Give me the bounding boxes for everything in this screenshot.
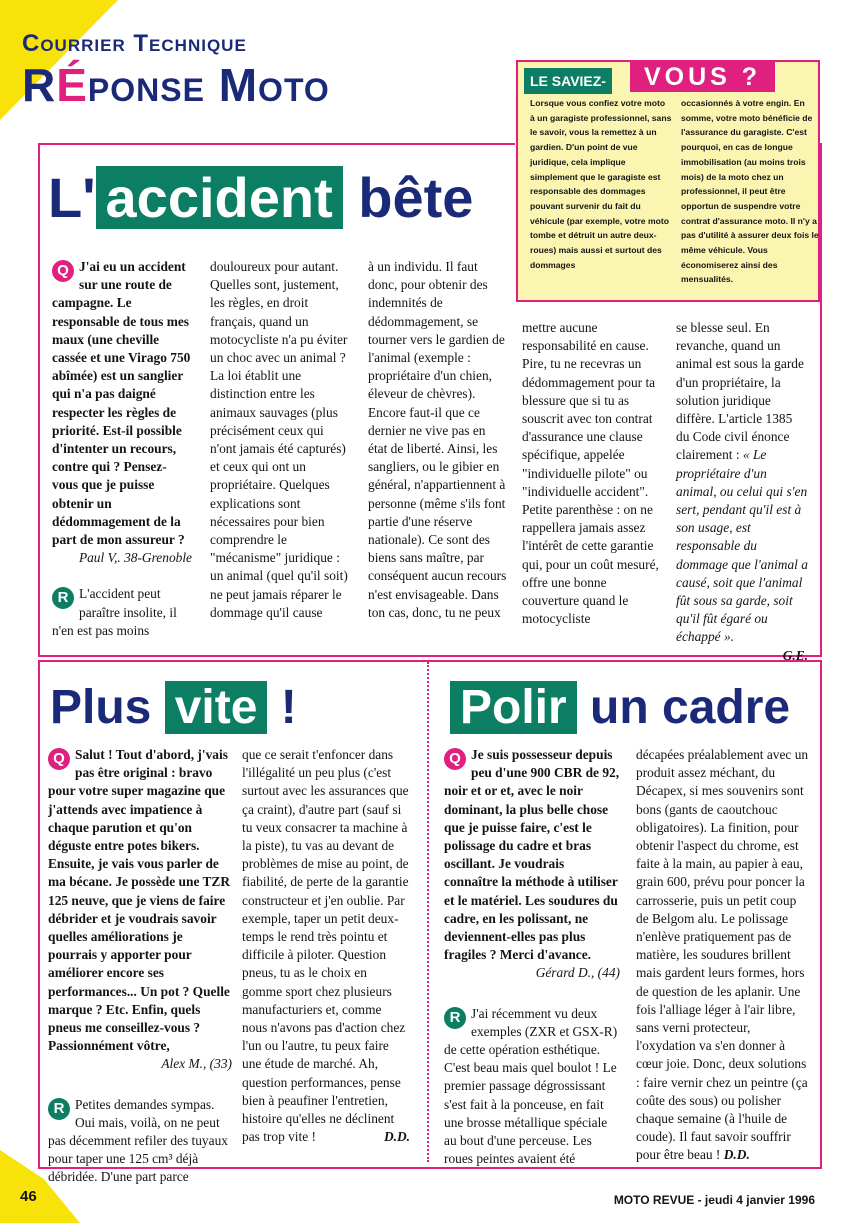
article-accident-col-5: [676, 319, 808, 665]
question-signature: Alex M., (33): [161, 1056, 232, 1072]
question-text: Salut ! Tout d'abord, j'vais pas être original : bravo pour votre super magazine que j'attends avec impatience à chaque parution et qu'on déguste entre potes bikers. Ensuite, je vais vous parler de ma bécane. Je possède une TZR 125 neuve, que je viens de faire débrider et je voudrais savoir quelles améliorations je pourrais y apporter pour améliorer encore ses performances... Un pot ? Quelle marque ? Etc. Enfin, quels pneus me conseillez-vous ? Passionnément vôtre,: [48, 747, 231, 1054]
title-suffix: bête: [342, 166, 474, 229]
article-vite-col-2: [242, 746, 410, 1146]
did-you-know-label-2: VOUS ?: [630, 62, 775, 92]
did-you-know-label-1: LE SAVIEZ-: [524, 68, 612, 94]
article-accident-col-4: mettre aucune responsabilité en cause. Pire, tu ne recevras un dédommagement pour ta blessure que si tu as souscrit avec ton contrat d'assurance une clause spécifique, appelée "individuelle pilote" ou "individuelle accident". Petite parenthèse : on ne rappellera jamais assez l'intérêt de cette garantie qui, pour un coût mesuré, offre une bonne couverture quand le motocycliste: [522, 320, 659, 627]
article-polir-col-1: [444, 746, 620, 1168]
question-badge: Q: [444, 748, 466, 770]
article-accident-signature: G.E.: [782, 647, 808, 663]
section-title-first: R: [22, 59, 57, 111]
did-you-know-col-2: occasionnés à votre engin. En somme, votre moto bénéficie de l'assurance du garagiste. C'est pourquoi, en cas de longue immobilisation (au moins trois mois) de la moto chez un professionnel, il peut être opportun de suspendre votre contrat d'assurance moto. Il n'y a pas d'utilité à assurer deux fois le même véhicule. Vous économiserez ainsi des mensualités.: [681, 98, 819, 285]
title-suffix: !: [267, 681, 297, 734]
column-divider: [427, 662, 429, 1162]
col-5-quote: « Le propriétaire d'un animal, ou celui qui s'en sert, pendant qu'il est à son usage, est responsable du dommage que l'animal a causé, soit que l'animal fût sous sa garde, soit qu'il fût égaré ou échappé ».: [676, 447, 808, 645]
question-badge: Q: [48, 748, 70, 770]
title-highlight: vite: [165, 681, 268, 734]
question-badge: Q: [52, 260, 74, 282]
article-accident-col-3: à un individu. Il faut donc, pour obtenir des indemnités de dédommagement, se tourner vers le gardien de l'animal (exemple : propriétaire d'un chien, éleveur de chèvres). Encore faut-il que ce dernier ne vive pas en état de liberté. Ainsi, les sangliers, ou le gibier en général, n'appartiennent à personne (même s'ils font partie d'une réserve nationale). Ce sont des biens sans maître, par conséquent aucun recours n'est envisageable. Dans ton cas, donc, tu ne peux: [368, 259, 507, 620]
answer-start: J'ai récemment vu deux exemples (ZXR et GSX-R) de cette opération esthétique. C'est beau mais quel boulot ! Le premier passage dégrossissant s'est fait à la ponceuse, en fait une brosse métallique spéciale au bout d'une perceuse. Les roues peintes avaient été: [444, 1005, 618, 1167]
question-text: Je suis possesseur depuis peu d'une 900 CBR de 92, noir et or et, avec le noir dominant, la plus belle chose que je puisse faire, c'est le polissage du cadre et bras oscillant. Je voudrais connaître la méthode à utiliser et le matériel. Les soudures du cadre, en les polissant, ne deviennent-elles pas plus fragiles ? Merci d'avance.: [444, 747, 620, 963]
title-highlight: Polir: [450, 681, 577, 734]
section-title-rest: ponse Moto: [87, 59, 330, 111]
title-highlight: accident: [96, 166, 343, 229]
article-accident-frame-top: [38, 143, 515, 145]
answer-badge: R: [48, 1098, 70, 1120]
article-vite-col-1: [48, 746, 232, 1187]
answer-start: L'accident peut paraître insolite, il n'en est pas moins: [52, 586, 177, 638]
article-accident-title: [48, 160, 473, 236]
answer-start: Petites demandes sympas. Oui mais, voilà, on ne peut pas décemment refiler des tuyaux pour taper une 125 cm³ déjà débridée. D'une part parce: [48, 1096, 228, 1185]
answer-badge: R: [444, 1007, 466, 1029]
answer-badge: R: [52, 587, 74, 609]
article-accident-col-2: douloureux pour autant. Quelles sont, justement, les règles, en droit français, quand un motocycliste n'a pu éviter un choc avec un animal ? La loi établit une distinction entre les animaux sauvages (plus précisément ceux qui n'ont jamais été capturés) et ceux qui ont un propriétaire. Quelques explications sont nécessaires pour bien comprendre le "mécanisme" juridique : un animal (quel qu'il soit) ne peut jamais réparer le dommage qu'il cause: [210, 259, 348, 620]
article-polir-title: [450, 676, 790, 740]
article-polir-signature: D.D.: [723, 1147, 750, 1163]
title-suffix: un cadre: [576, 681, 791, 734]
article-vite-title: [50, 676, 297, 740]
question-signature: Gérard D., (44): [535, 965, 620, 981]
col-2-text: décapées préalablement avec un produit assez méchant, du Décapex, si mes souvenirs sont bons (gants de caoutchouc obligatoires). La finition, pour obtenir l'aspect du chrome, est faite à la main, au papier à eau, grain 600, prévu pour poncer la carrosserie, puis un petit coup de Belgom alu. Le polissage n'enlève pratiquement pas de matière, les soudures brillent mais gardent leurs formes, hors de question de les aplanir. Une fois l'alliage léger à l'air libre, sans verni protecteur, l'oxydation va s'en donner à cœur joie. Donc, deux solutions : faire vernir chez un peintre (ça coûte des sous) ou polisher chaque semaine (à l'huile de coude). Il faut savoir souffrir pour être beau !: [636, 747, 809, 1163]
publication-footer: MOTO REVUE - jeudi 4 janvier 1996: [613, 1193, 815, 1207]
section-title-accent: É: [56, 59, 88, 111]
col-2-text: que ce serait t'enfoncer dans l'illégalité un peu plus (c'est surtout avec les assurances que ça craint), d'autre part (sauf si tu veux consacrer ta machine à la piste), tu vas au devant de problèmes de mise au point, de fiabilité, de perte de la garantie constructeur et j'en oublie. Par exemple, taper un petit deux-temps le rend très pointu et difficile à piloter. Question pneus, tu as le choix en gomme sport chez plusieurs manufacturiers et, comme nous n'avons pas d'action chez l'un ou l'autre, tu peux faire une étude de marché. Ah, question performances, pense bien à peaufiner l'entretien, histoire qu'elles ne déclinent pas trop vite !: [242, 747, 409, 1145]
article-vite-signature: D.D.: [383, 1129, 410, 1145]
section-title: [22, 59, 330, 111]
rubric-title: Courrier Technique: [22, 30, 247, 57]
page-number: 46: [20, 1188, 37, 1205]
question-signature: Paul V,. 38-Grenoble: [78, 550, 192, 566]
question-text: J'ai eu un accident sur une route de campagne. Le responsable de tous mes maux (une cheville cassée et une Virago 750 abîmée) est un sanglier qui n'a pas daigné respecter les règles de priorité. Est-il possible d'intenter un recours, contre qui ? Pensez-vous que je puisse obtenir un dédommagement de la part de mon assureur ?: [52, 259, 191, 548]
article-accident-col-1: [52, 258, 192, 640]
col-5-text: se blesse seul. En revanche, quand un animal est sous la garde d'un propriétaire, la solution juridique diffère. L'article 1385 du Code civil énonce clairement :: [676, 320, 804, 463]
title-prefix: L': [48, 166, 96, 229]
article-polir-col-2: [636, 746, 812, 1165]
title-prefix: Plus: [50, 681, 165, 734]
did-you-know-col-1: Lorsque vous confiez votre moto à un garagiste professionnel, sans le savoir, vous la remettez à un gardien. D'un point de vue juridique, cela implique simplement que le garagiste est responsable des dommages pouvant survenir du fait du véhicule (par exemple, votre moto tombe et détruit un autre deux-roues) mais aussi et surtout des dommages: [530, 98, 672, 270]
